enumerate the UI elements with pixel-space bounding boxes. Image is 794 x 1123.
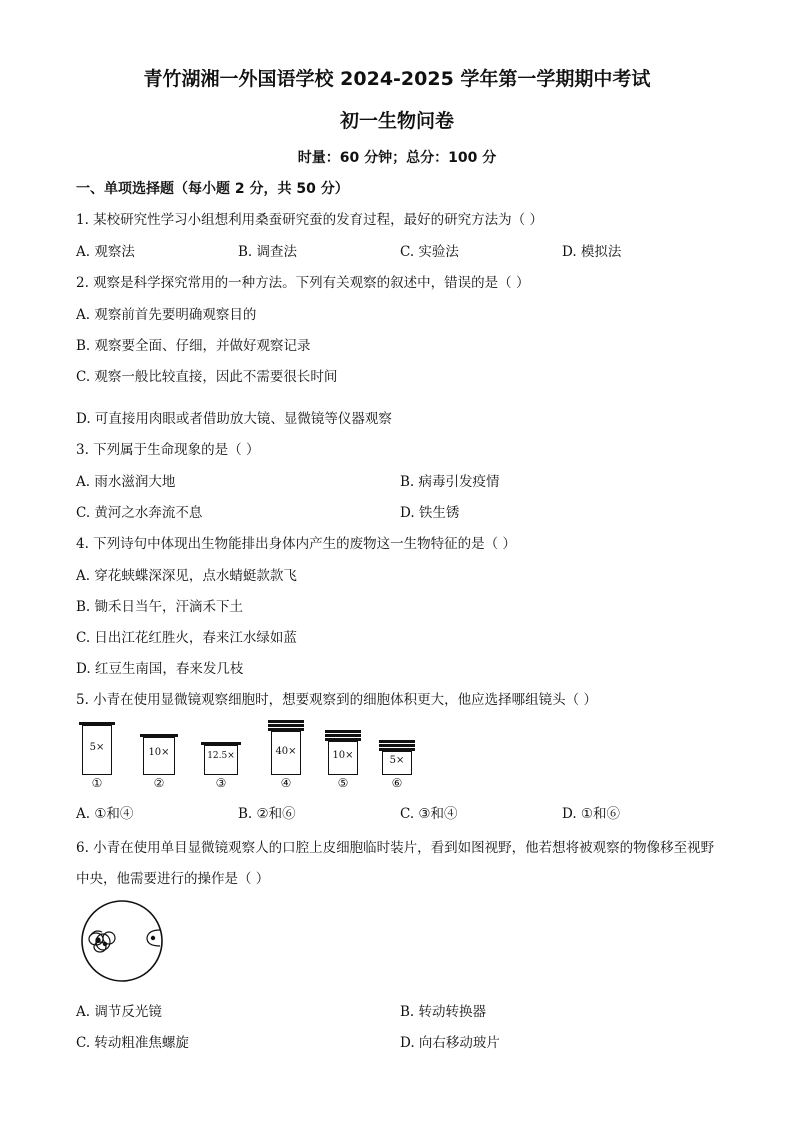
exam-meta: 时量：60 分钟；总分：100 分 [297, 150, 497, 166]
lens-3-magnification: 12.5× [207, 751, 235, 761]
q6-option-d: D. 向右移动玻片 [400, 1035, 500, 1051]
q2-option-d: D. 可直接用肉眼或者借助放大镜、显微镜等仪器观察 [76, 411, 392, 427]
lens-2 [143, 734, 175, 788]
lens-5-number: ⑤ [337, 776, 349, 790]
lens-5 [328, 730, 358, 788]
lens-3-number: ③ [215, 776, 227, 790]
exam-subtitle: 初一生物问卷 [339, 110, 454, 132]
lens-2-number: ② [153, 776, 165, 790]
q3-stem: 3. 下列属于生命现象的是（ ） [76, 442, 260, 458]
q1-stem: 1. 某校研究性学习小组想利用桑蚕研究蚕的发育过程，最好的研究方法为（ ） [76, 212, 543, 228]
lens-1-magnification: 5× [89, 742, 105, 753]
q4-option-a: A. 穿花蛱蝶深深见，点水蜻蜓款款飞 [76, 568, 297, 584]
q5-option-d: D. ①和⑥ [562, 806, 621, 822]
cell-at-edge [147, 930, 160, 946]
q2-option-c: C. 观察一般比较直接，因此不需要很长时间 [76, 369, 338, 385]
q5-option-c: C. ③和④ [400, 806, 458, 822]
field-circle [82, 901, 162, 981]
lens-6 [382, 740, 412, 788]
q6-option-b: B. 转动转换器 [400, 1004, 487, 1020]
q3-option-a: A. 雨水滋润大地 [76, 474, 176, 490]
q1-option-d: D. 模拟法 [562, 244, 622, 260]
lens-6-magnification: 5× [389, 755, 405, 766]
q6-option-c: C. 转动粗准焦螺旋 [76, 1035, 189, 1051]
objective-lens-figure [76, 718, 436, 790]
q3-option-c: C. 黄河之水奔流不息 [76, 505, 203, 521]
lens-1 [82, 722, 112, 788]
lens-4-magnification: 40× [275, 746, 297, 757]
microscope-field-of-view [78, 899, 174, 983]
q3-option-b: B. 病毒引发疫情 [400, 474, 500, 490]
q5-option-b: B. ②和⑥ [238, 806, 296, 822]
lens-5-magnification: 10× [332, 750, 354, 761]
lens-4-number: ④ [280, 776, 292, 790]
q5-option-a: A. ①和④ [76, 806, 134, 822]
section-title: 一、单项选择题（每小题 2 分，共 50 分） [76, 181, 349, 197]
exam-title: 青竹湖湘一外国语学校 2024-2025 学年第一学期期中考试 [143, 68, 651, 90]
q6-stem: 6. 小青在使用单目显微镜观察人的口腔上皮细胞临时装片，看到如图视野，他若想将被观察的物像移至视野中央，他需要进行的操作是（ ） [76, 840, 715, 887]
q2-option-a: A. 观察前首先要明确观察目的 [76, 307, 257, 323]
q2-option-b: B. 观察要全面、仔细，并做好观察记录 [76, 338, 311, 354]
q6-option-a: A. 调节反光镜 [76, 1004, 162, 1020]
lens-6-number: ⑥ [391, 776, 403, 790]
lens-1-number: ① [91, 776, 103, 790]
q1-option-b: B. 调查法 [238, 244, 298, 260]
q4-stem: 4. 下列诗句中体现出生物能排出身体内产生的废物这一生物特征的是（ ） [76, 536, 516, 552]
lens-4 [271, 720, 301, 788]
q5-stem: 5. 小青在使用显微镜观察细胞时，想要观察到的细胞体积更大，他应选择哪组镜头（ ） [76, 692, 597, 708]
q3-option-d: D. 铁生锈 [400, 505, 460, 521]
lens-2-magnification: 10× [148, 747, 170, 758]
q1-option-a: A. 观察法 [76, 244, 135, 260]
q4-option-c: C. 日出江花红胜火，春来江水绿如蓝 [76, 630, 297, 646]
cell-cluster [89, 931, 115, 952]
q4-option-d: D. 红豆生南国，春来发几枝 [76, 661, 244, 677]
q2-stem: 2. 观察是科学探究常用的一种方法。下列有关观察的叙述中，错误的是（ ） [76, 275, 530, 291]
q4-option-b: B. 锄禾日当午，汗滴禾下土 [76, 599, 244, 615]
q1-option-c: C. 实验法 [400, 244, 459, 260]
lens-3 [204, 742, 238, 788]
